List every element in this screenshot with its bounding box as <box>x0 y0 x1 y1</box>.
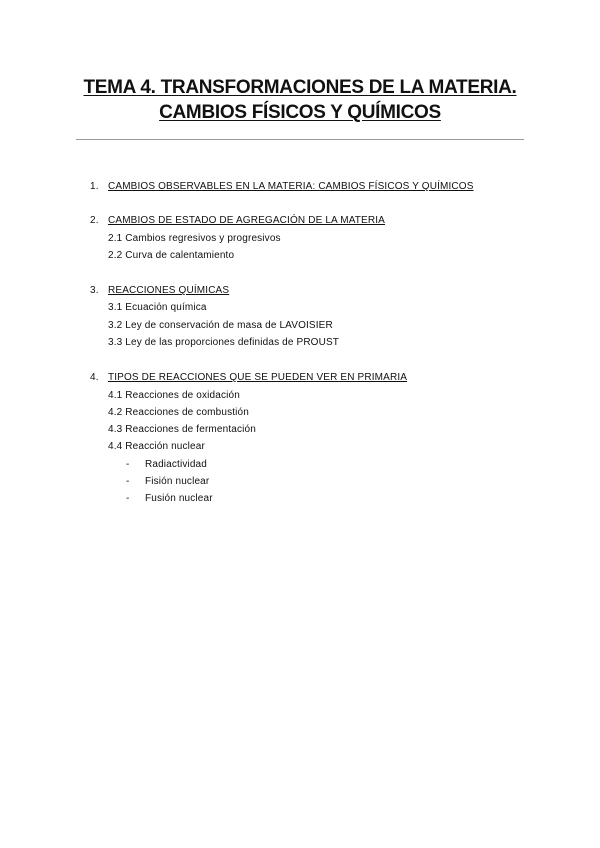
subitem-label: 4.3 Reacciones de fermentación <box>108 424 256 435</box>
bullet-label: Fusión nuclear <box>145 493 213 504</box>
subitem-label: 3.2 Ley de conservación de masa de LAVOISIER <box>108 320 333 331</box>
section-title: CAMBIOS OBSERVABLES EN LA MATERIA: CAMBIOS FÍSICOS Y QUÍMICOS <box>108 181 474 192</box>
subitem-label: 4.4 Reacción nuclear <box>108 441 205 452</box>
subitem-label: 2.2 Curva de calentamiento <box>108 250 235 261</box>
dash-marker: - <box>126 493 130 504</box>
subitem-label: 2.1 Cambios regresivos y progresivos <box>108 233 281 244</box>
section-number: 1. <box>90 181 99 192</box>
section-number: 4. <box>90 372 99 383</box>
subitem-label: 3.1 Ecuación química <box>108 302 207 313</box>
dash-marker: - <box>126 476 130 487</box>
bullet-label: Fisión nuclear <box>145 476 210 487</box>
section-title: TIPOS DE REACCIONES QUE SE PUEDEN VER EN PRIMARIA <box>108 372 408 383</box>
bullet-label: Radiactividad <box>145 459 207 470</box>
section-number: 3. <box>90 285 99 296</box>
section-title: REACCIONES QUÍMICAS <box>108 285 230 296</box>
section-number: 2. <box>90 215 99 226</box>
title-line-2: CAMBIOS FÍSICOS Y QUÍMICOS <box>159 102 441 123</box>
dash-marker: - <box>126 459 130 470</box>
document-title <box>0 75 600 125</box>
subitem-label: 4.2 Reacciones de combustión <box>108 407 249 418</box>
subitem-label: 4.1 Reacciones de oxidación <box>108 390 240 401</box>
horizontal-divider <box>76 139 524 140</box>
section-title: CAMBIOS DE ESTADO DE AGREGACIÓN DE LA MATERIA <box>108 215 385 226</box>
title-line-1: TEMA 4. TRANSFORMACIONES DE LA MATERIA. <box>83 77 517 98</box>
subitem-label: 3.3 Ley de las proporciones definidas de PROUST <box>108 337 340 348</box>
